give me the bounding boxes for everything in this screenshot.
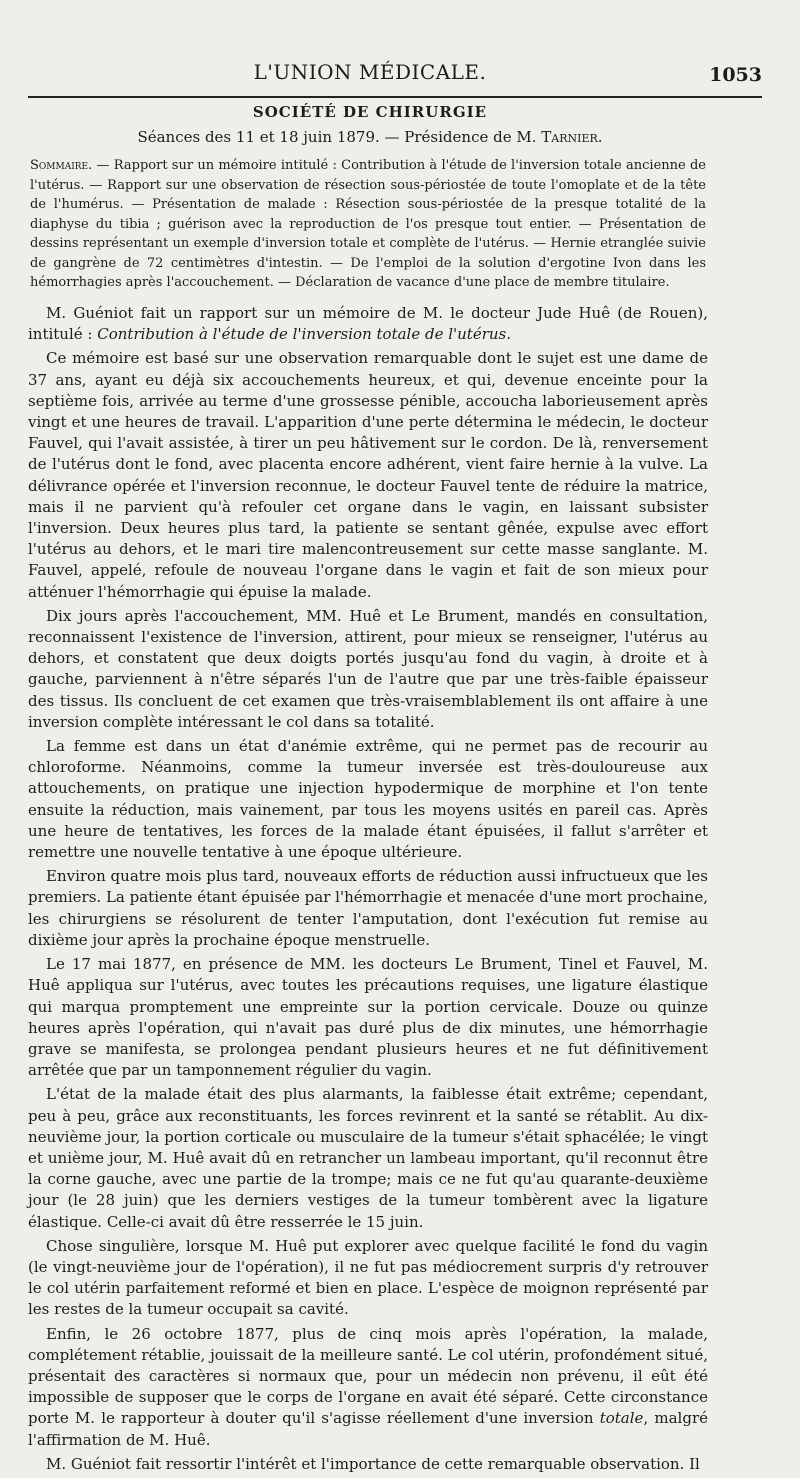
summary-text: — Rapport sur un mémoire intitulé : Contribution à l'étude de l'inversion totale ancienne de l'utérus. — Rapport sur une observation de résection sous-périostée de toute l'omoplate et de la tête de l'humérus. — Présentation de malade : Résection sous-périostée de la presque totalité de la diaphyse du tibia ; guérison avec la reproduction de l'os presque tout entier. — Présentation de dessins représentant un exemple d'inversion totale et complète de l'utérus. — Hernie etranglée suivie de gangrène de 72 centimètres d'intestin. — De l'emploi de la solution d'ergotine Ivon dans les hémorrhagies après l'accouchement. — Déclaration de vacance d'une place de membre titulaire. xyxy=(30,158,706,290)
summary xyxy=(30,156,706,293)
header-rule xyxy=(28,96,762,98)
president-name: Tarnier. xyxy=(541,128,603,146)
session-text: Séances des 11 et 18 juin 1879. — Présidence de M. xyxy=(137,128,542,146)
paragraph-9-after: , malgré l'affirmation de M. Huê. xyxy=(28,1409,708,1449)
journal-title: L'UNION MÉDICALE. xyxy=(253,60,487,84)
running-head xyxy=(0,52,800,92)
session-line xyxy=(0,128,740,146)
paragraph-8: Chose singulière, lorsque M. Huê put explorer avec quelque facilité le fond du vagin (le vingt-neuvième jour de l'opération), il ne fut pas médiocrement surpris d'y retrouver le col utérin parfaitement reformé et bien en place. L'espèce de moignon représenté par les restes de la tumeur occupait sa cavité. xyxy=(28,1236,708,1319)
paragraph-4: La femme est dans un état d'anémie extrême, qui ne permet pas de recourir au chloroforme. Néanmoins, comme la tumeur inversée est très-douloureuse aux attouchements, on pratique une injection hypodermique de morphine et l'on tente ensuite la réduction, mais vainement, par tous les moyens usités en pareil cas. Après une heure de tentatives, les forces de la malade étant épuisées, il fallut s'arrêter et remettre une nouvelle tentative à une époque ultérieure. xyxy=(28,737,708,862)
section-title: SOCIÉTÉ DE CHIRURGIE xyxy=(252,103,488,121)
paragraph-5: Environ quatre mois plus tard, nouveaux efforts de réduction aussi infructueux que les premiers. La patiente étant épuisée par l'hémorrhagie et menacée d'une mort prochaine, les chirurgiens se résolurent de tenter l'amputation, dont l'exécution fut remise au dixième jour après la prochaine époque menstruelle. xyxy=(28,867,708,949)
paragraph-1-text: M. Guéniot fait un rapport sur un mémoire de M. le docteur Jude Huê (de Rouen), intitulé : xyxy=(28,304,708,344)
memoir-title: Contribution à l'étude de l'inversion totale de l'utérus. xyxy=(97,325,512,344)
paragraph-3: Dix jours après l'accouchement, MM. Huê et Le Brument, mandés en consultation, reconnaissent l'existence de l'inversion, attirent, pour mieux se renseigner, l'utérus au dehors, et constatent que deux doigts portés jusqu'au fond du vagin, à droite et à gauche, parviennent à n'être séparés l'un de l'autre que par une très-faible épaisseur des tissus. Ils concluent de cet examen que très-vraisemblablement ils ont affaire à une inversion complète intéressant le col dans sa totalité. xyxy=(28,606,708,731)
paragraph-1 xyxy=(28,303,708,345)
paragraph-9-before: Enfin, le 26 octobre 1877, plus de cinq mois après l'opération, la malade, complétement rétablie, jouissait de la meilleure santé. Le col utérin, profondément situé, présentait des caractères si normaux que, pour un médecin non prévenu, il eût été impossible de supposer que le corps de l'organe en avait été séparé. Cette circonstance porte M. le rapporteur à douter qu'il s'agisse réellement d'une inversion xyxy=(28,1324,708,1428)
page-number: 1053 xyxy=(709,64,762,86)
paragraph-9 xyxy=(28,1324,708,1451)
body-text xyxy=(28,303,708,1478)
paragraph-7: L'état de la malade était des plus alarmants, la faiblesse était extrême; cependant, peu à peu, grâce aux reconstituants, les forces revinrent et la santé se rétablit. Au dix-neuvième jour, la portion corticale ou musculaire de la tumeur s'était sphacélée; le vingt et unième jour, M. Huê avait dû en retrancher un lambeau important, qu'il reconnut être la corne gauche, avec une partie de la trompe; mais ce ne fut qu'au quarante-deuxième jour (le 28 juin) que les derniers vestiges de la tumeur tombèrent avec la ligature élastique. Celle-ci avait dû être resserrée le 15 juin. xyxy=(28,1085,708,1231)
paragraph-10: M. Guéniot fait ressortir l'intérêt et l'importance de cette remarquable observation. Il xyxy=(46,1454,700,1473)
paragraph-9-italic: totale xyxy=(599,1409,644,1428)
summary-label: Sommaire. xyxy=(30,158,93,173)
paragraph-2: Ce mémoire est basé sur une observation remarquable dont le sujet est une dame de 37 ans, ayant eu déjà six accouchements heureux, et qui, devenue enceinte pour la septième fois, arrivée au terme d'une grossesse pénible, accoucha laborieusement après vingt et une heures de travail. L'apparition d'une perte détermina le médecin, le docteur Fauvel, qui l'avait assistée, à tirer un peu hâtivement sur le cordon. De là, renversement de l'utérus dont le fond, avec placenta encore adhérent, vient faire hernie à la vulve. La délivrance opérée et l'inversion reconnue, le docteur Fauvel tente de réduire la matrice, mais il ne parvient qu'à refouler cet organe dans le vagin, en laissant subsister l'inversion. Deux heures plus tard, la patiente se sentant gênée, expulse avec effort l'utérus au dehors, et le mari tire malencontreusement sur cette masse sanglante. M. Fauvel, appelé, refoule de nouveau l'organe dans le vagin et fait de son mieux pour atténuer l'hémorrhagie qui épuise la malade. xyxy=(28,349,708,601)
paragraph-6: Le 17 mai 1877, en présence de MM. les docteurs Le Brument, Tinel et Fauvel, M. Huê appliqua sur l'utérus, avec toutes les précautions requises, une ligature élastique qui marqua promptement une empreinte sur la portion cervicale. Douze ou quinze heures après l'opération, qui n'avait pas duré plus de dix minutes, une hémorrhagie grave se manifesta, se prolongea pendant plusieurs heures et ne fut définitivement arrêtée que par un tamponnement régulier du vagin. xyxy=(28,955,708,1080)
